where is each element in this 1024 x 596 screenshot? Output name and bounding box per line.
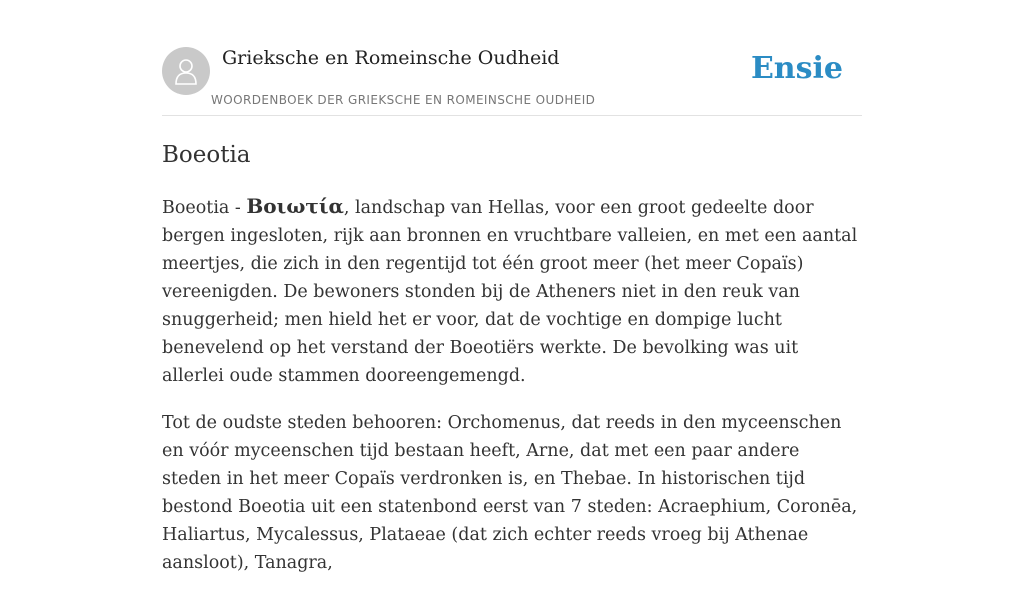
paragraph-1-text: , landschap van Hellas, voor een groot gedeelte door bergen ingesloten, rijk aan bronnen en vruchtbare valleien, en met een aantal meertjes, die zich in den regentijd tot één groot meer (het meer Copaïs) vereenigden. De bewoners stonden bij de Atheners niet in den reuk van snuggerheid; men hield het er voor, dat de vochtige en dompige lucht benevelend op het verstand der Boeotiërs werkte. De bevolking was uit allerlei oude stammen dooreengemengd. [162, 198, 858, 386]
paragraph-2: Tot de oudste steden behooren: Orchomenus, dat reeds in den myceenschen en vóór myceenschen tijd bestaan heeft, Arne, dat met een paar andere steden in het meer Copaïs verdronken is, en Thebae. In historischen tijd bestond Boeotia uit een statenbond eerst van 7 steden: Acraephium, Coronēa, Haliartus, Mycalessus, Plataeae (dat zich echter reeds vroeg bij Athenae aansloot), Tanagra, [162, 413, 858, 573]
site-subtitle: WOORDENBOEK DER GRIEKSCHE EN ROMEINSCHE OUDHEID [211, 93, 596, 107]
paragraph-1 [162, 192, 862, 390]
user-icon [174, 57, 198, 85]
entry-content [162, 192, 862, 596]
site-title[interactable]: Grieksche en Romeinsche Oudheid [222, 47, 560, 69]
brand-logo[interactable]: Ensie [750, 51, 843, 86]
site-header [162, 46, 862, 116]
avatar[interactable] [162, 47, 210, 95]
greek-term: Βοιωτία [246, 194, 344, 218]
page-title: Boeotia [162, 142, 251, 168]
entry-term: Boeotia - [162, 198, 247, 218]
